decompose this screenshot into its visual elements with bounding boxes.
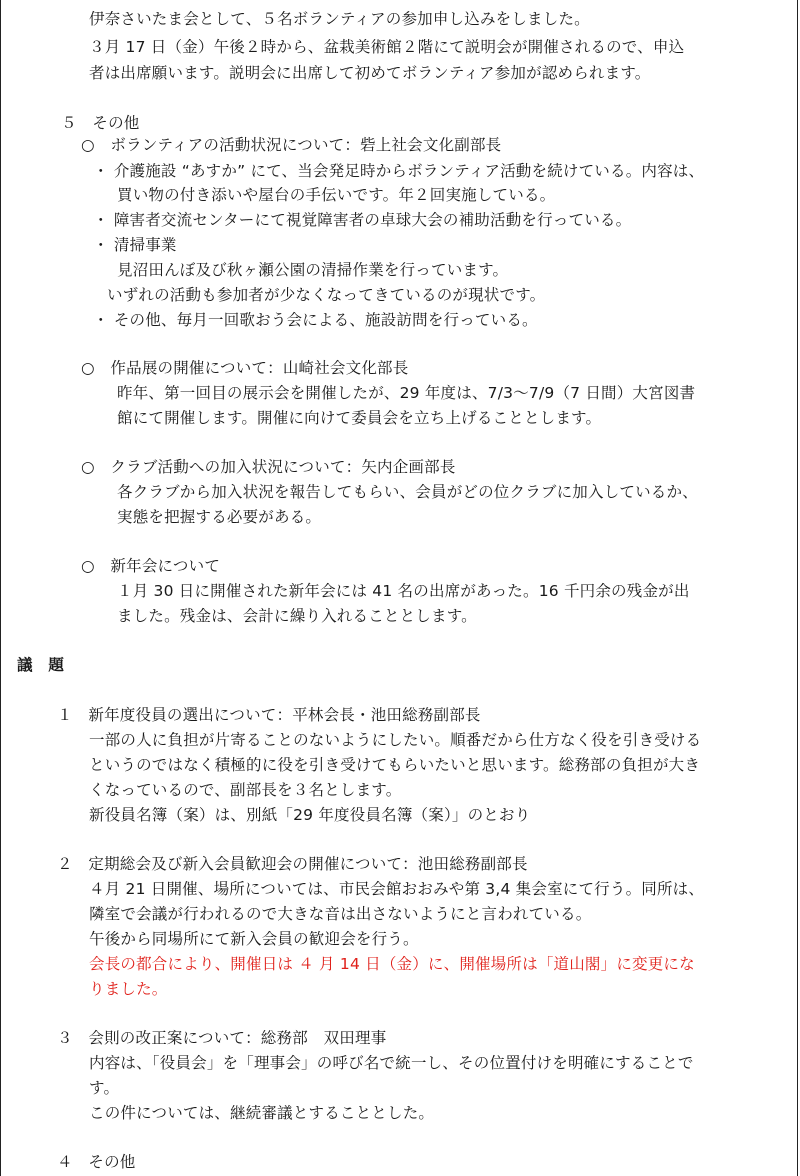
volunteer-bullet-3: ・ 清掃事業 [93,236,177,254]
agenda-item-3-line-1: 内容は、「役員会」を「理事会」の呼び名で統一し、その位置付けを明確にすることで [89,1054,694,1072]
volunteer-bullet-1a: ・ 介護施設 “あすか” にて、当会発足時からボランティア活動を続けている。内容は、 [93,162,705,180]
newyear-line-2: ました。残金は、会計に繰り入れることとします。 [117,607,477,625]
agenda-item-2-change-notice-2: りました。 [89,980,168,998]
agenda-item-2-line-1: ４月 21 日開催、場所については、市民会館おおみや第 3,4 集会室にて行う。同所は、 [89,880,705,898]
agenda-item-2-line-3: 午後から同場所にて新入会員の歓迎会を行う。 [89,930,419,948]
agenda-item-3-title: ３ 会則の改正案について：総務部 双田理事 [57,1029,387,1047]
volunteer-bullet-4: ・ その他、毎月一回歌おう会による、施設訪問を行っている。 [93,311,538,329]
volunteer-bullet-2: ・ 障害者交流センターにて視覚障害者の卓球大会の補助活動を行っている。 [93,211,632,229]
agenda-heading: 議 題 [17,656,65,674]
volunteer-title: ○ ボランティアの活動状況について：砦上社会文化副部長 [81,136,502,154]
agenda-item-1-line-1: 一部の人に負担が片寄ることのないようにしたい。順番だから仕方なく役を引き受ける [89,731,702,749]
intro-line-1: 伊奈さいたま会として、５名ボランティアの参加申し込みをしました。 [89,10,590,28]
volunteer-bullet-3b: いずれの活動も参加者が少なくなってきているのが現状です。 [107,286,546,304]
club-line-1: 各クラブから加入状況を報告してもらい、会員がどの位クラブに加入しているか、 [117,483,698,501]
agenda-item-3-line-3: この件については、継続審議とすることとした。 [89,1104,435,1122]
agenda-item-2-title: ２ 定期総会及び新入会員歓迎会の開催について：池田総務副部長 [57,855,528,873]
intro-line-2: ３月 17 日（金）午後２時から、盆栽美術館２階にて説明会が開催されるので、申込 [89,38,685,56]
agenda-item-1-line-2: というのではなく積極的に役を引き受けてもらいたいと思います。総務部の負担が大き [89,756,701,774]
agenda-item-1-title: １ 新年度役員の選出について：平林会長・池田総務副部長 [57,706,481,724]
agenda-item-1-line-4: 新役員名簿（案）は、別紙「29 年度役員名簿（案）」のとおり [89,806,531,824]
volunteer-bullet-3a: 見沼田んぼ及び秋ヶ瀬公園の清掃作業を行っています。 [117,261,509,279]
volunteer-bullet-1b: 買い物の付き添いや屋台の手伝いです。年２回実施している。 [117,186,556,204]
agenda-item-4-title: ４ その他 [57,1153,136,1171]
club-title: ○ クラブ活動への加入状況について：矢内企画部長 [81,458,456,476]
club-line-2: 実態を把握する必要がある。 [117,508,322,526]
exhibition-line-2: 館にて開催します。開催に向けて委員会を立ち上げることとします。 [117,409,602,427]
exhibition-line-1: 昨年、第一回目の展示会を開催したが、29 年度は、7/3～7/9（7 日間）大宮図書 [117,384,696,402]
agenda-item-2-line-2: 隣室で会議が行われるので大きな音は出さないようにと言われている。 [89,905,592,923]
section-5-heading: ５ その他 [61,114,140,132]
intro-line-3: 者は出席願います。説明会に出席して初めてボランティア参加が認められます。 [89,64,651,82]
newyear-line-1: １月 30 日に開催された新年会には 41 名の出席があった。16 千円余の残金が出 [117,582,690,600]
newyear-title: ○ 新年会について [81,557,221,575]
agenda-item-2-change-notice-1: 会長の都合により、開催日は ４ 月 14 日（金）に、開催場所は「道山閣」に変更にな [89,955,695,973]
agenda-item-3-line-2: す。 [89,1079,120,1097]
agenda-item-1-line-3: くなっているので、副部長を３名とします。 [89,781,402,799]
exhibition-title: ○ 作品展の開催について：山崎社会文化部長 [81,359,409,377]
